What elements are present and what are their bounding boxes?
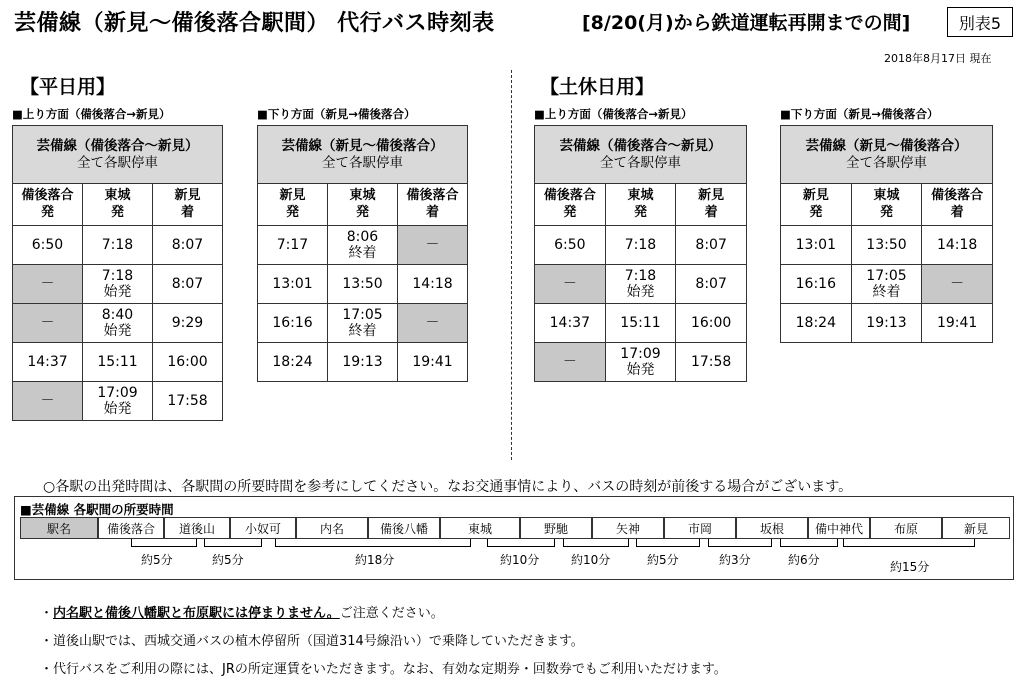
station-cell: 道後山: [164, 517, 230, 539]
route-header: [13, 126, 223, 184]
column-header: 新見 発: [781, 184, 852, 226]
stop-pattern: 全て各駅停車: [322, 154, 403, 171]
page-subtitle: [8/20(月)から鉄道運転再開までの間]: [582, 12, 911, 34]
table-row: [13, 265, 223, 304]
table-row: [258, 265, 468, 304]
segment-bracket: [780, 539, 838, 547]
route-name: 芸備線（新見～備後落合）: [805, 137, 968, 154]
table-row: [535, 226, 747, 265]
time-cell: 6:50: [535, 226, 606, 265]
segment-bracket: [843, 539, 975, 547]
time-cell: 17:05 終着: [851, 265, 922, 304]
column-header: 東城 発: [851, 184, 922, 226]
time-cell: 17:09 始発: [605, 343, 676, 382]
time-cell: 9:29: [153, 304, 223, 343]
time-cell: 13:50: [328, 265, 398, 304]
time-cell: 6:50: [13, 226, 83, 265]
time-cell: 15:11: [83, 343, 153, 382]
column-header: 備後落合 着: [922, 184, 993, 226]
time-cell: 19:41: [922, 304, 993, 343]
time-cell: －: [13, 304, 83, 343]
time-cell: －: [13, 265, 83, 304]
note-no-stop: [40, 602, 444, 621]
time-cell: 8:06 終着: [328, 226, 398, 265]
column-header: 新見 着: [153, 184, 223, 226]
time-cell: 7:18 始発: [605, 265, 676, 304]
stop-pattern: 全て各駅停車: [846, 154, 927, 171]
segment-time: 約10分: [500, 553, 540, 567]
time-cell: －: [535, 265, 606, 304]
time-cell: 7:18 始発: [83, 265, 153, 304]
weekday-up-direction: ■上り方面（備後落合→新見）: [12, 107, 171, 121]
station-cell: 内名: [296, 517, 368, 539]
time-cell: 19:41: [398, 343, 468, 382]
weekday-down-timetable: [257, 125, 468, 382]
stop-pattern: 全て各駅停車: [77, 154, 158, 171]
station-cell: 東城: [440, 517, 520, 539]
column-header: 新見 発: [258, 184, 328, 226]
time-cell: －: [922, 265, 993, 304]
segment-bracket: [563, 539, 629, 547]
holiday-label: 【土休日用】: [540, 76, 655, 98]
table-row: [258, 226, 468, 265]
time-cell: 8:07: [153, 265, 223, 304]
time-cell: －: [398, 226, 468, 265]
station-cell: 坂根: [736, 517, 808, 539]
note-bullet: ・: [40, 606, 54, 621]
note-dogoyama: ・道後山駅では、西城交通バスの植木停留所（国道314号線沿い）で乗降していただきます。: [40, 634, 584, 649]
station-cell: 布原: [870, 517, 942, 539]
column-header: 備後落合 発: [535, 184, 606, 226]
table-row: [13, 226, 223, 265]
segment-time: 約5分: [141, 553, 173, 567]
station-cell: 小奴可: [230, 517, 296, 539]
segment-time: 約5分: [647, 553, 679, 567]
segment-time: 約18分: [355, 553, 395, 567]
station-cell: 野馳: [520, 517, 592, 539]
time-cell: 17:09 始発: [83, 382, 153, 421]
time-cell: 8:07: [676, 226, 747, 265]
route-header: [258, 126, 468, 184]
time-cell: 18:24: [781, 304, 852, 343]
stop-pattern: 全て各駅停車: [600, 154, 681, 171]
table-row: [13, 343, 223, 382]
time-cell: 13:01: [258, 265, 328, 304]
segment-time: 約5分: [212, 553, 244, 567]
holiday-up-direction: ■上り方面（備後落合→新見）: [534, 107, 693, 121]
table-row: [13, 382, 223, 421]
weekday-up-timetable: [12, 125, 223, 421]
time-cell: 13:01: [781, 226, 852, 265]
time-cell: －: [398, 304, 468, 343]
page-title: 芸備線（新見～備後落合駅間） 代行バス時刻表: [14, 11, 495, 36]
weekday-down-direction: ■下り方面（新見→備後落合）: [257, 107, 416, 121]
time-cell: 7:18: [605, 226, 676, 265]
holiday-down-timetable: [780, 125, 993, 343]
route-name: 芸備線（備後落合～新見）: [36, 137, 199, 154]
column-header: 東城 発: [328, 184, 398, 226]
segment-time: 約15分: [890, 560, 930, 574]
route-name: 芸備線（新見～備後落合）: [281, 137, 444, 154]
segment-bracket: [131, 539, 197, 547]
column-header: 新見 着: [676, 184, 747, 226]
time-cell: 13:50: [851, 226, 922, 265]
table-row: [13, 304, 223, 343]
time-cell: 14:18: [398, 265, 468, 304]
time-cell: 16:00: [153, 343, 223, 382]
route-header: [781, 126, 993, 184]
table-row: [781, 304, 993, 343]
table-row: [258, 343, 468, 382]
note-no-stop-rest: ご注意ください。: [339, 606, 444, 621]
as-of-date: 2018年8月17日 現在: [884, 52, 992, 65]
time-cell: 7:17: [258, 226, 328, 265]
station-cell: 市岡: [664, 517, 736, 539]
time-cell: 7:18: [83, 226, 153, 265]
time-cell: 17:58: [153, 382, 223, 421]
time-cell: 8:07: [676, 265, 747, 304]
time-cell: 19:13: [851, 304, 922, 343]
table-row: [781, 226, 993, 265]
note-fare: ・代行バスをご利用の際には、JRの所定運賃をいただきます。なお、有効な定期券・回数券でもご利用いただけます。: [40, 662, 727, 677]
station-cell: 備中神代: [808, 517, 870, 539]
segment-bracket: [708, 539, 772, 547]
timing-note: ○各駅の出発時間は、各駅間の所要時間を参考にしてください。なお交通事情により、バスの時刻が前後する場合がございます。: [43, 479, 853, 495]
holiday-down-direction: ■下り方面（新見→備後落合）: [780, 107, 939, 121]
time-cell: －: [535, 343, 606, 382]
time-cell: －: [13, 382, 83, 421]
table-row: [258, 304, 468, 343]
segment-bracket: [636, 539, 700, 547]
time-cell: 18:24: [258, 343, 328, 382]
station-header: 駅名: [20, 517, 98, 539]
section-divider: [511, 70, 512, 460]
column-header: 備後落合 発: [13, 184, 83, 226]
weekday-label: 【平日用】: [20, 76, 116, 98]
table-row: [535, 265, 747, 304]
station-cell: 備後八幡: [368, 517, 440, 539]
note-no-stop-emphasis: 内名駅と備後八幡駅と布原駅には停まりません。: [53, 606, 340, 621]
time-cell: 16:16: [258, 304, 328, 343]
time-cell: 17:58: [676, 343, 747, 382]
time-cell: 17:05 終着: [328, 304, 398, 343]
time-cell: 14:37: [535, 304, 606, 343]
time-cell: 14:37: [13, 343, 83, 382]
time-cell: 16:16: [781, 265, 852, 304]
time-cell: 16:00: [676, 304, 747, 343]
route-name: 芸備線（備後落合～新見）: [559, 137, 722, 154]
table-row: [535, 343, 747, 382]
segment-time: 約3分: [719, 553, 751, 567]
appendix-tag: 別表5: [947, 7, 1013, 37]
column-header: 備後落合 着: [398, 184, 468, 226]
time-cell: 8:07: [153, 226, 223, 265]
segment-time: 約6分: [788, 553, 820, 567]
travel-time-title: ■芸備線 各駅間の所要時間: [20, 502, 174, 517]
time-cell: 8:40 始発: [83, 304, 153, 343]
table-row: [781, 265, 993, 304]
route-header: [535, 126, 747, 184]
segment-bracket: [487, 539, 555, 547]
column-header: 東城 発: [605, 184, 676, 226]
segment-time: 約10分: [571, 553, 611, 567]
time-cell: 19:13: [328, 343, 398, 382]
time-cell: 14:18: [922, 226, 993, 265]
station-cell: 新見: [942, 517, 1010, 539]
segment-bracket: [275, 539, 471, 547]
station-cell: 備後落合: [98, 517, 164, 539]
holiday-up-timetable: [534, 125, 747, 382]
station-cell: 矢神: [592, 517, 664, 539]
column-header: 東城 発: [83, 184, 153, 226]
table-row: [535, 304, 747, 343]
segment-bracket: [204, 539, 262, 547]
time-cell: 15:11: [605, 304, 676, 343]
